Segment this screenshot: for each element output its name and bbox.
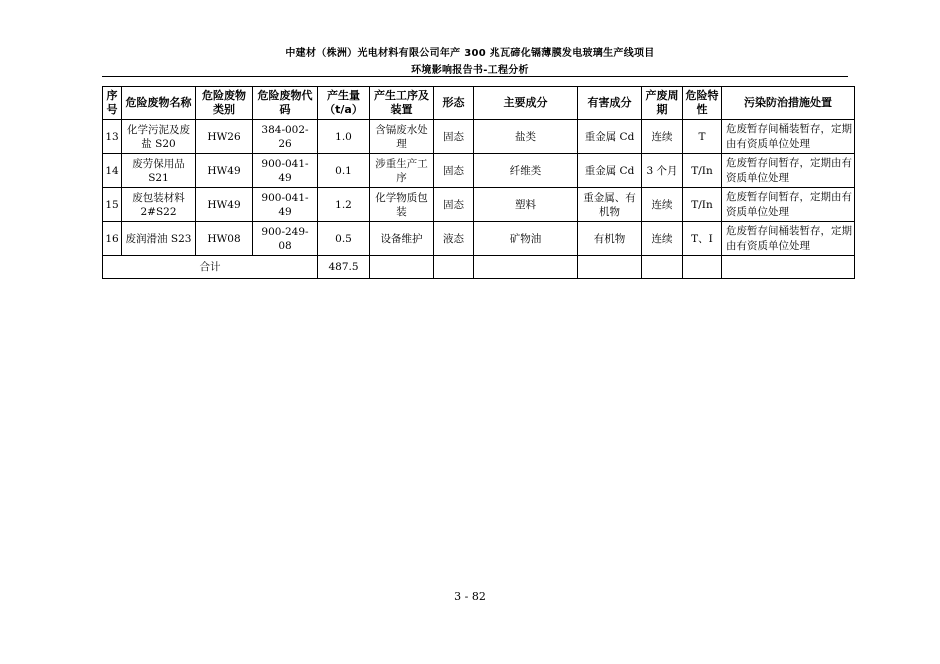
cell-name: 化学污泥及废盐 S20 [122,120,196,154]
cell-code: 900-041-49 [253,188,318,222]
cell-measure: 危废暂存间暂存，定期由有资质单位处理 [722,188,855,222]
column-header: 序号 [103,87,122,120]
cell-no: 15 [103,188,122,222]
document-header-title: 中建材（株洲）光电材料有限公司年产 300 兆瓦碲化镉薄膜发电玻璃生产线项目 [285,48,655,59]
column-header: 产废周期 [642,87,683,120]
cell-form: 固态 [434,188,474,222]
cell-process: 设备维护 [370,222,434,256]
cell-no: 14 [103,154,122,188]
cell-category: HW49 [196,188,253,222]
cell-measure: 危废暂存间暂存，定期由有资质单位处理 [722,154,855,188]
empty-cell [683,256,722,279]
cell-no: 13 [103,120,122,154]
table-row [103,188,855,222]
empty-cell [578,256,642,279]
cell-name: 废润滑油 S23 [122,222,196,256]
table-row [103,222,855,256]
empty-cell [370,256,434,279]
cell-process: 化学物质包装 [370,188,434,222]
cell-code: 900-041-49 [253,154,318,188]
cell-category: HW08 [196,222,253,256]
cell-main-component: 矿物油 [474,222,578,256]
cell-period: 连续 [642,222,683,256]
total-label: 合计 [103,256,318,279]
cell-amount: 0.1 [318,154,370,188]
cell-category: HW26 [196,120,253,154]
cell-form: 液态 [434,222,474,256]
cell-amount: 1.0 [318,120,370,154]
table-total-row [103,256,855,279]
cell-property: T/In [683,188,722,222]
cell-harmful-component: 有机物 [578,222,642,256]
column-header: 产生量（t/a） [318,87,370,120]
cell-form: 固态 [434,120,474,154]
cell-amount: 0.5 [318,222,370,256]
document-header-subtitle: 环境影响报告书-工程分析 [411,65,529,76]
cell-measure: 危废暂存间桶装暂存，定期由有资质单位处理 [722,222,855,256]
cell-process: 涉重生产工序 [370,154,434,188]
column-header: 危险特性 [683,87,722,120]
page-number: 3 - 82 [454,590,486,603]
cell-main-component: 塑料 [474,188,578,222]
cell-property: T/In [683,154,722,188]
cell-name: 废劳保用品 S21 [122,154,196,188]
column-header: 有害成分 [578,87,642,120]
cell-period: 连续 [642,188,683,222]
column-header: 污染防治措施处置 [722,87,855,120]
table-row [103,120,855,154]
empty-cell [434,256,474,279]
table-row [103,154,855,188]
table-header-row [103,87,855,120]
cell-measure: 危废暂存间桶装暂存，定期由有资质单位处理 [722,120,855,154]
empty-cell [722,256,855,279]
header-divider [102,76,848,77]
cell-process: 含镉废水处理 [370,120,434,154]
column-header: 形态 [434,87,474,120]
column-header: 危险废物代码 [253,87,318,120]
column-header: 危险废物类别 [196,87,253,120]
cell-property: T、I [683,222,722,256]
cell-period: 3 个月 [642,154,683,188]
cell-main-component: 纤维类 [474,154,578,188]
cell-no: 16 [103,222,122,256]
empty-cell [642,256,683,279]
cell-code: 900-249-08 [253,222,318,256]
cell-amount: 1.2 [318,188,370,222]
cell-period: 连续 [642,120,683,154]
column-header: 主要成分 [474,87,578,120]
cell-code: 384-002-26 [253,120,318,154]
empty-cell [474,256,578,279]
column-header: 产生工序及装置 [370,87,434,120]
cell-form: 固态 [434,154,474,188]
cell-harmful-component: 重金属、有机物 [578,188,642,222]
cell-harmful-component: 重金属 Cd [578,120,642,154]
cell-name: 废包装材料 2#S22 [122,188,196,222]
cell-category: HW49 [196,154,253,188]
cell-harmful-component: 重金属 Cd [578,154,642,188]
column-header: 危险废物名称 [122,87,196,120]
hazardous-waste-table [102,86,855,279]
total-amount: 487.5 [318,256,370,279]
cell-main-component: 盐类 [474,120,578,154]
cell-property: T [683,120,722,154]
